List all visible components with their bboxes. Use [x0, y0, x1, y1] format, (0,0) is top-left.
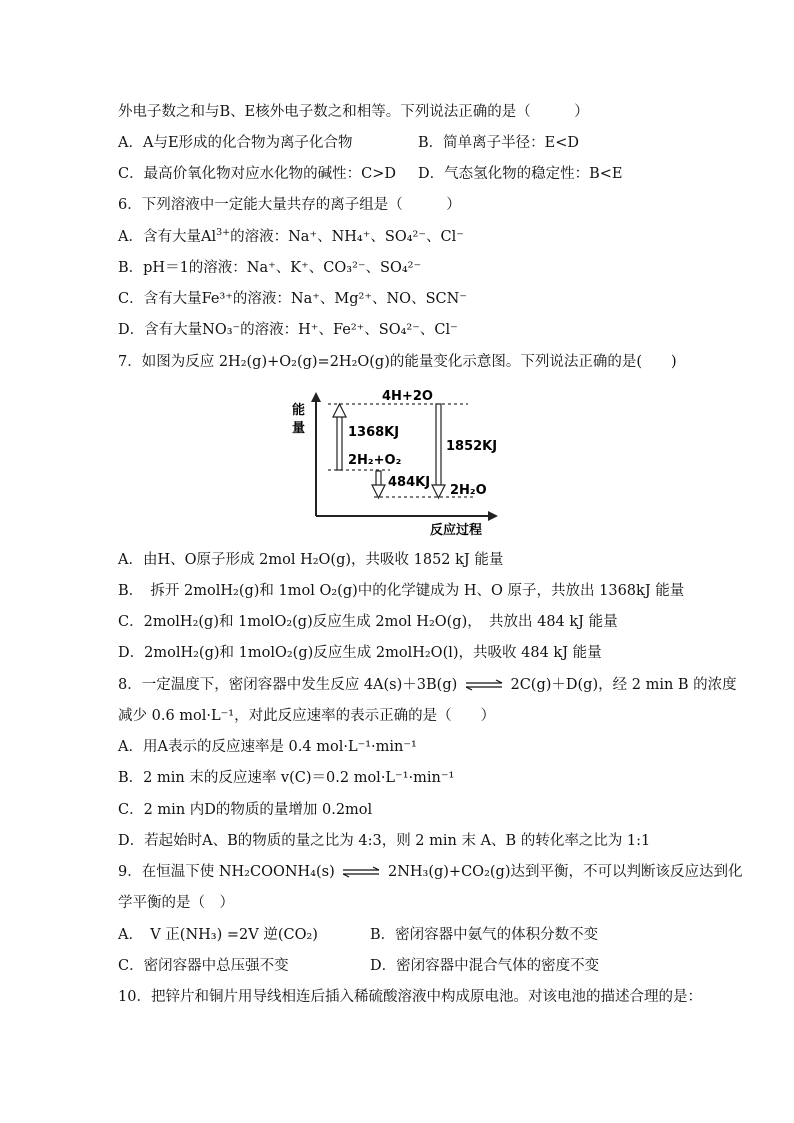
q9-option-b: B．密闭容器中氨气的体积分数不变 [370, 927, 599, 943]
q9-option-a: A． V 正(NH₃) =2V 逆(CO₂) [118, 927, 318, 943]
question-10-stem: 10．把锌片和铜片用导线相连后插入稀硫酸溶液中构成原电池。对该电池的描述合理的是： [118, 989, 702, 1005]
q8-option-c: C．2 min 内D的物质的量增加 0.2mol [118, 802, 373, 818]
arrow-small-label: 484KJ [388, 475, 431, 490]
y-axis-label-top: 能 [292, 403, 306, 418]
y-axis-arrow-icon [311, 392, 321, 402]
q7-option-d: D．2molH₂(g)和 1molO₂(g)反应生成 2molH₂O(l)，共吸收 484 kJ 能量 [118, 645, 602, 661]
energy-diagram [290, 380, 510, 540]
q5-option-c: C．最高价氧化物对应水化物的碱性：C>D [118, 166, 396, 182]
question-9-stem-line1 [118, 862, 742, 882]
q9-text-b: 2NH₃(g)+CO₂(g)达到平衡，不可以判断该反应达到化 [387, 864, 743, 880]
q8-option-b: B．2 min 末的反应速率 v(C)＝0.2 mol·L⁻¹·min⁻¹ [118, 770, 455, 786]
q6-option-d: D．含有大量NO₃⁻的溶液：H⁺、Fe²⁺、SO₄²⁻、Cl⁻ [118, 322, 458, 338]
question-7-stem: 7．如图为反应 2H₂(g)+O₂(g)=2H₂O(g)的能量变化示意图。下列说法正确的是( ) [118, 354, 677, 370]
q9-option-c: C．密闭容器中总压强不变 [118, 958, 289, 974]
q6a-text-post: 的溶液：Na⁺、NH₄⁺、SO₄²⁻、Cl⁻ [230, 229, 464, 245]
y-axis-label-bottom: 量 [292, 421, 306, 436]
q6-option-b: B．pH＝1的溶液：Na⁺、K⁺、CO₃²⁻、SO₄²⁻ [118, 260, 422, 276]
q6-option-a [118, 227, 464, 247]
arrow-down-1852 [432, 404, 445, 498]
question-5-stem-tail: 外电子数之和与B、E核外电子数之和相等。下列说法正确的是（ ） [118, 104, 589, 120]
arrow-up-label: 1368KJ [348, 425, 400, 440]
arrow-down-484 [372, 471, 385, 498]
q8-option-d: D．若起始时A、B的物质的量之比为 4:3，则 2 min 末 A、B 的转化率之比为 1:1 [118, 833, 651, 849]
q9-text-a: 9．在恒温下使 NH₂COONH₄(s) [118, 864, 335, 880]
q6-option-c: C．含有大量Fe³⁺的溶液：Na⁺、Mg²⁺、NO、SCN⁻ [118, 291, 467, 307]
level-top-label: 4H+2O [382, 389, 433, 404]
q7-option-c: C．2molH₂(g)和 1molO₂(g)反应生成 2mol H₂O(g)， 共放出 484 kJ 能量 [118, 614, 618, 630]
x-axis-label: 反应过程 [430, 523, 483, 538]
x-axis-arrow-icon [488, 511, 498, 521]
arrow-down-label: 1852KJ [446, 439, 498, 454]
equilibrium-arrow-icon [341, 866, 381, 878]
question-8-stem-line2: 减少 0.6 mol·L⁻¹，对此反应速率的表示正确的是（ ） [118, 708, 496, 724]
question-6-stem: 6．下列溶液中一定能大量共存的离子组是（ ） [118, 197, 461, 213]
q9-option-d: D．密闭容器中混合气体的密度不变 [370, 958, 600, 974]
q8-text-a: 8．一定温度下，密闭容器中发生反应 4A(s)＋3B(g) [118, 677, 458, 693]
q5-option-a: A．A与E形成的化合物为离子化合物 [118, 135, 353, 151]
q7-option-b: B． 拆开 2molH₂(g)和 1mol O₂(g)中的化学键成为 H、O 原子，共放出 1368kJ 能量 [118, 583, 685, 599]
arrow-up-1368 [333, 404, 346, 470]
level-mid-label: 2H₂+O₂ [348, 453, 402, 468]
equilibrium-arrow-icon [464, 679, 504, 691]
q6a-text-pre: A．含有大量Al [118, 229, 217, 245]
q5-option-b: B．简单离子半径：E<D [418, 135, 580, 151]
question-8-stem-line1 [118, 675, 737, 695]
question-9-stem-line2: 学平衡的是（ ） [118, 895, 234, 911]
q6a-superscript: 3+ [216, 227, 231, 239]
q8-text-b: 2C(g)＋D(g)，经 2 min B 的浓度 [510, 677, 737, 693]
q8-option-a: A．用A表示的反应速率是 0.4 mol·L⁻¹·min⁻¹ [118, 739, 417, 755]
level-bottom-label: 2H₂O [450, 483, 487, 498]
q7-option-a: A．由H、O原子形成 2mol H₂O(g)，共吸收 1852 kJ 能量 [118, 552, 504, 568]
q5-option-d: D．气态氢化物的稳定性：B<E [418, 166, 623, 182]
